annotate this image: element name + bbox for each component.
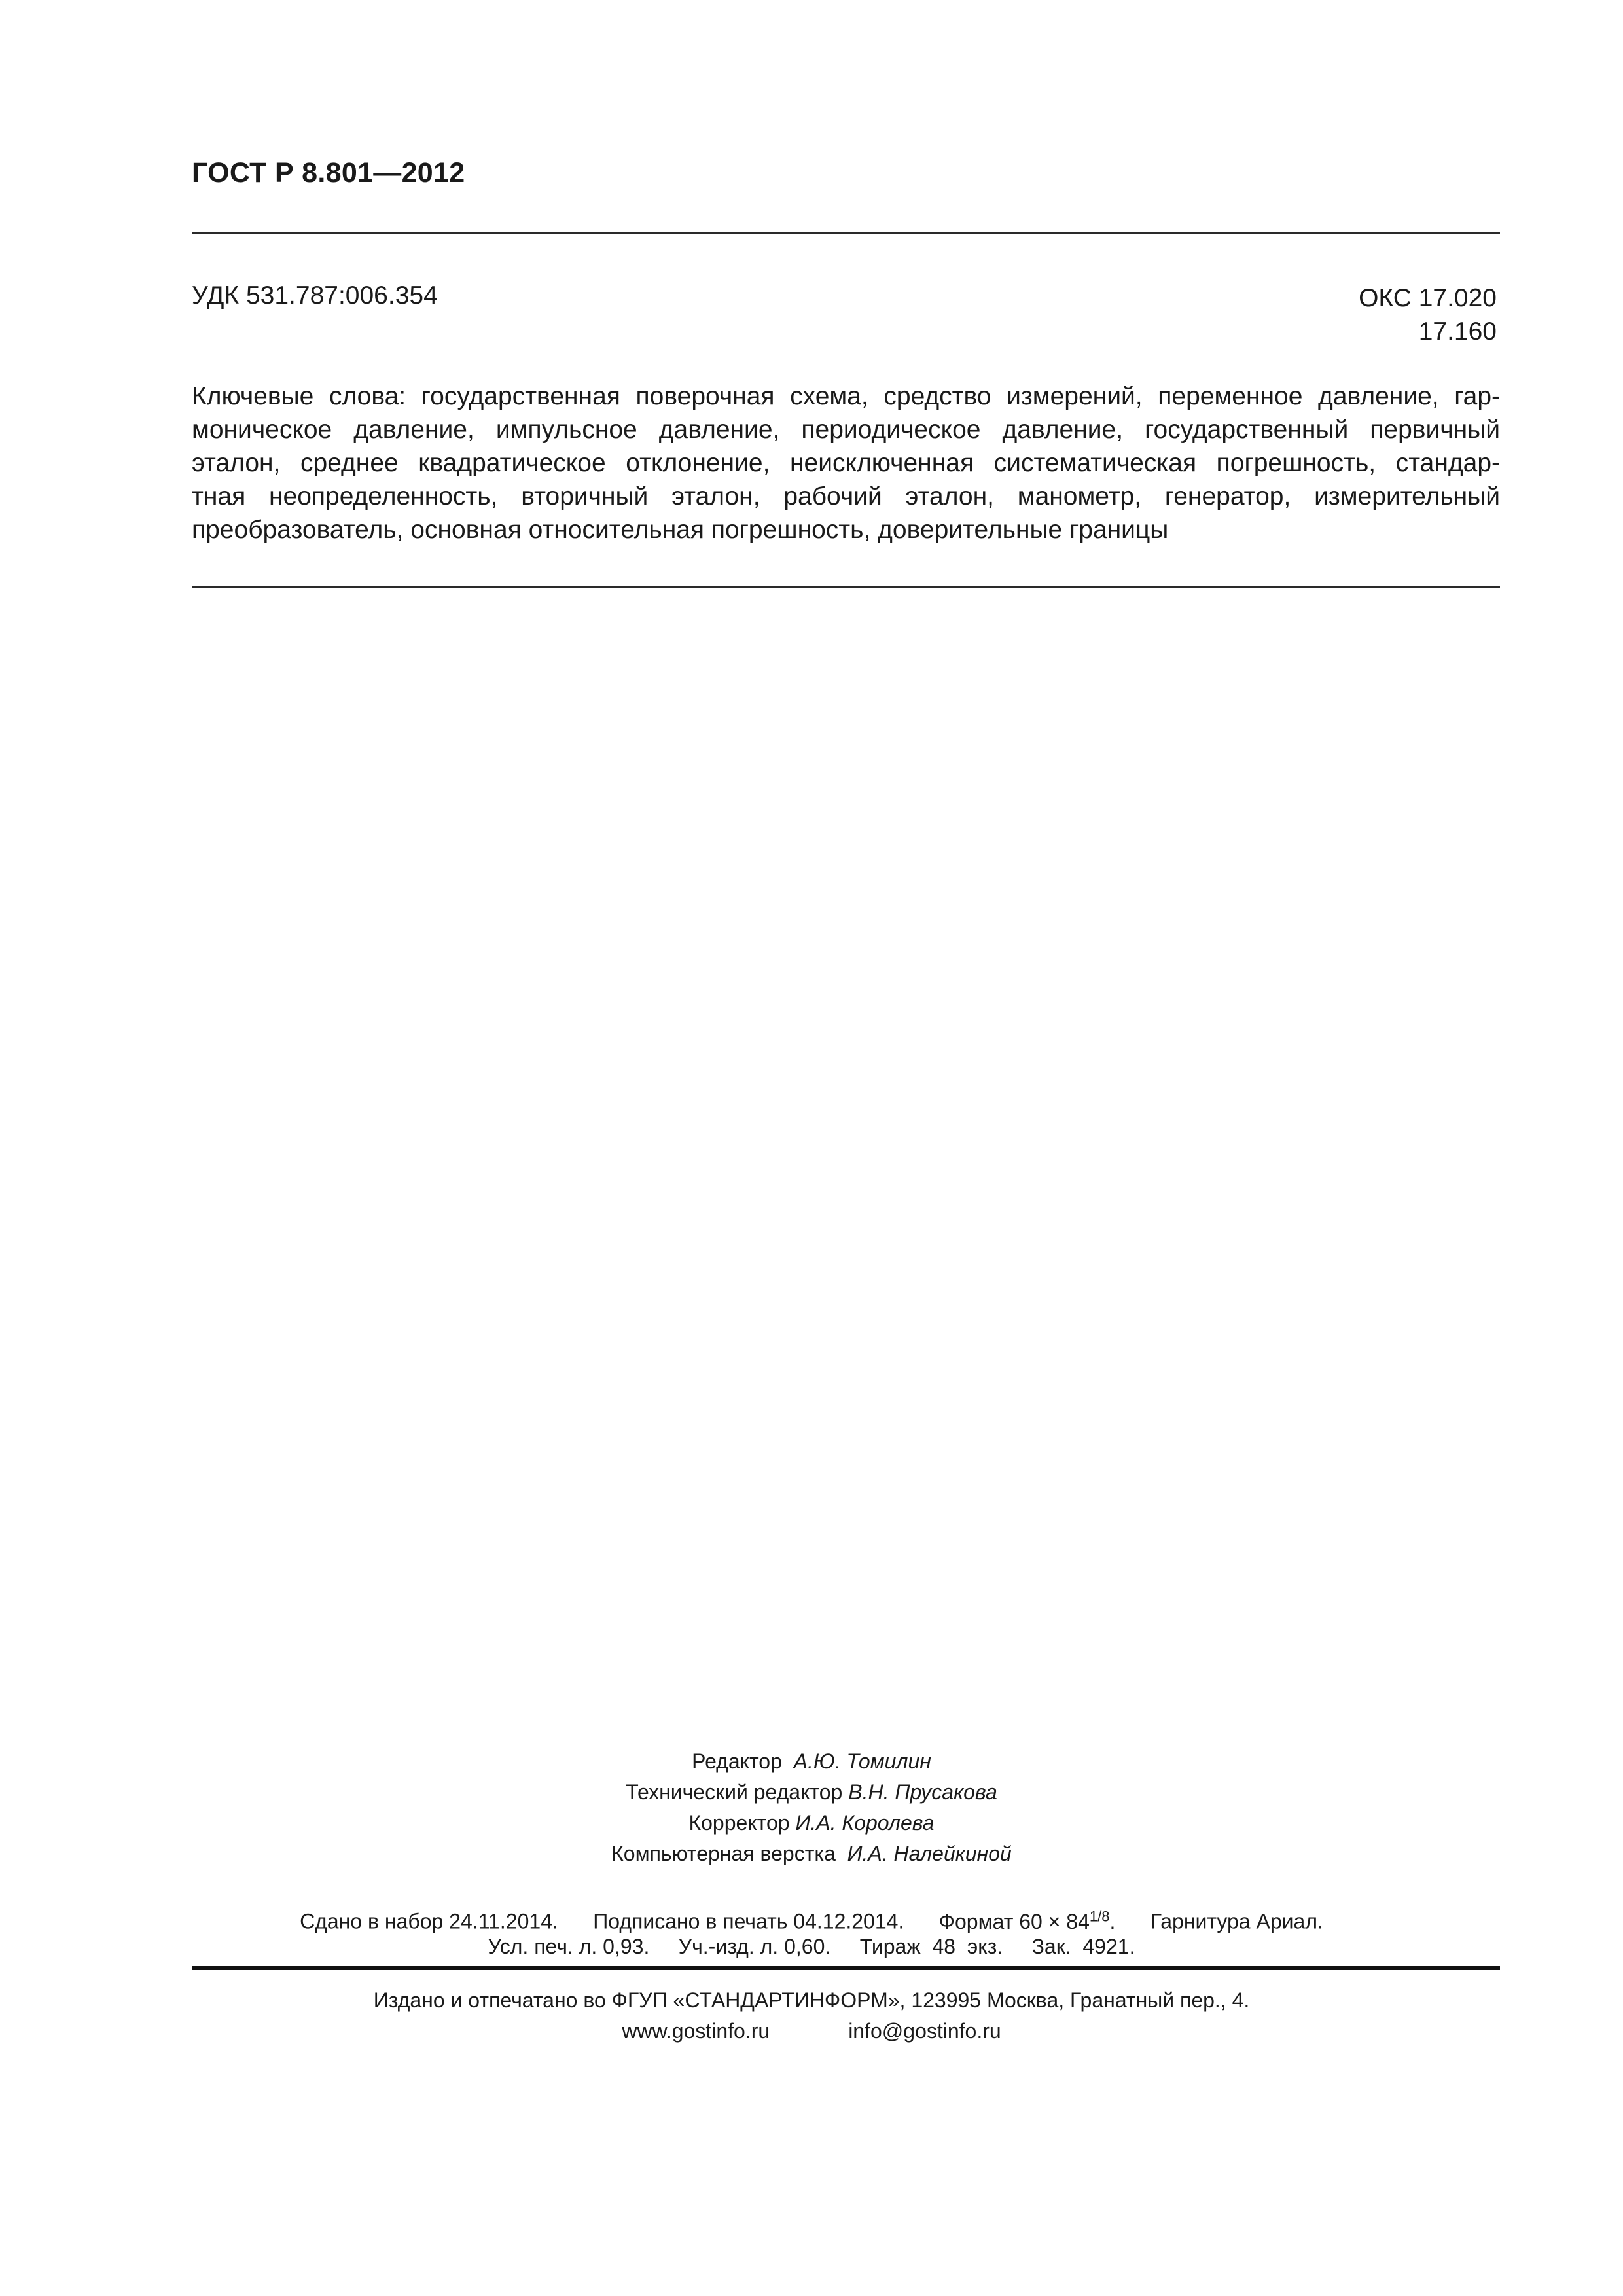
keywords-line: моническое давление, импульсное давление, периодическое давление, государственный первичный [192,416,1500,444]
keywords-line: тная неопределенность, вторичный эталон, рабочий эталон, манометр, генератор, измерительный [192,482,1500,511]
credit-role: Компьютерная верстка [611,1842,836,1865]
oks-code-2: 17.160 [1418,317,1497,346]
credits-block [0,1746,1623,1869]
keywords-paragraph [192,380,1500,547]
credit-person: В.Н. Прусакова [848,1780,997,1804]
oks-codes [1359,281,1497,348]
imprint-typeset: Сдано в набор 24.11.2014. [300,1909,558,1933]
credit-proofreader [0,1808,1623,1839]
header-divider [192,232,1500,234]
keywords-line: эталон, среднее квадратическое отклонение, неисключенная систематическая погрешность, стандар- [192,449,1500,477]
credit-layout [0,1839,1623,1869]
credit-person: А.Ю. Томилин [793,1749,931,1773]
credit-tech-editor [0,1777,1623,1808]
imprint-signed: Подписано в печать 04.12.2014. [593,1909,904,1933]
imprint-line-2 [0,1931,1623,1962]
publisher-website-link[interactable]: www.gostinfo.ru [622,2019,770,2043]
imprint-order: Зак. 4921. [1031,1935,1135,1958]
publisher-block [0,1985,1623,2047]
credit-role: Редактор [692,1749,782,1773]
keywords-line: Ключевые слова: государственная поверочная схема, средство измерений, переменное давление, гар- [192,382,1500,410]
format-fraction: 1/8 [1089,1908,1110,1924]
imprint-publ-sheets: Уч.-изд. л. 0,60. [678,1935,831,1958]
document-code: ГОСТ Р 8.801—2012 [192,157,465,188]
imprint-typeface: Гарнитура Ариал. [1150,1909,1323,1933]
imprint-divider [192,1966,1500,1970]
publisher-links [0,2016,1623,2047]
imprint-print-sheets: Усл. печ. л. 0,93. [488,1935,650,1958]
credit-person: И.А. Королева [795,1811,935,1835]
keywords-line: преобразователь, основная относительная погрешность, доверительные границы [192,516,1169,544]
credit-person: И.А. Налейкиной [847,1842,1012,1865]
keywords-divider [192,586,1500,588]
publisher-email-link[interactable]: info@gostinfo.ru [848,2019,1001,2043]
udk-code: УДК 531.787:006.354 [192,281,438,310]
imprint-run: Тираж 48 экз. [859,1935,1003,1958]
publisher-line: Издано и отпечатано во ФГУП «СТАНДАРТИНФОРМ», 123995 Москва, Гранатный пер., 4. [373,1988,1250,2012]
credit-editor [0,1746,1623,1777]
credit-role: Технический редактор [626,1780,843,1804]
oks-code-1: ОКС 17.020 [1359,284,1497,312]
credit-role: Корректор [688,1811,790,1835]
imprint-format: Формат $60 \times 84^{1/8}$. [938,1908,1116,1933]
